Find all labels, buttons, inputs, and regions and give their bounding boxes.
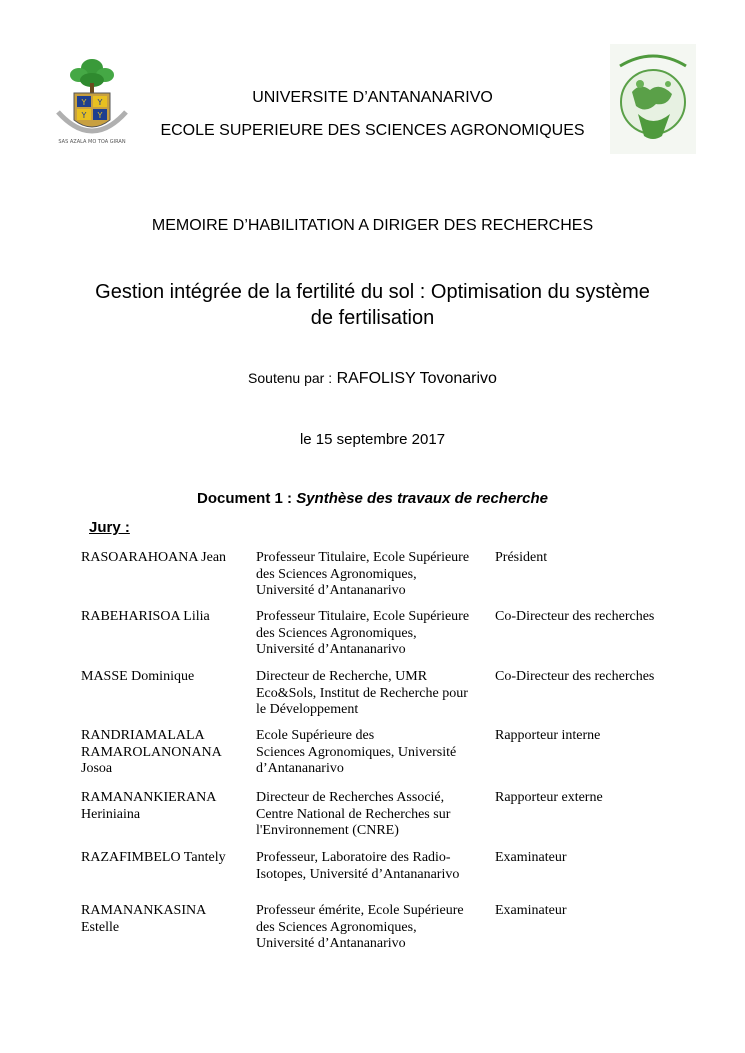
- jury-member-affiliation-line: Professeur émérite, Ecole Supérieure: [256, 903, 464, 918]
- jury-member-affiliation-line: des Sciences Agronomiques,: [256, 566, 417, 582]
- document-label: [0, 490, 745, 507]
- jury-member-name: [81, 609, 249, 626]
- jury-member-affiliation-line: d’Antananarivo: [256, 761, 344, 776]
- jury-member-affiliation-line: le Développement: [256, 702, 359, 717]
- memoire-heading: MEMOIRE D’HABILITATION A DIRIGER DES RECHERCHES: [151, 217, 594, 234]
- jury-member-name: [81, 903, 249, 936]
- jury-member-name: [81, 728, 249, 778]
- jury-member-name-line: Heriniaina: [81, 806, 141, 822]
- jury-member-name-line: RAMANANKIERANA: [81, 790, 217, 805]
- jury-member-affiliation-line: Directeur de Recherche, UMR: [256, 669, 428, 684]
- jury-member-affiliation-line: Eco&Sols, Institut de Recherche pour: [256, 685, 468, 701]
- jury-member-affiliation: [256, 669, 484, 719]
- jury-member-name-line: Josoa: [81, 761, 113, 776]
- thesis-title: [0, 279, 745, 331]
- jury-member-name: [81, 669, 249, 686]
- jury-member-affiliation-line: Université d’Antananarivo: [256, 583, 406, 598]
- jury-member-role: Co-Directeur des recherches: [495, 609, 655, 624]
- school-name: ECOLE SUPERIEURE DES SCIENCES AGRONOMIQUES: [160, 122, 585, 139]
- university-name: UNIVERSITE D’ANTANANARIVO: [252, 89, 493, 106]
- jury-member-affiliation-line: Centre National de Recherches sur: [256, 806, 451, 822]
- jury-member-affiliation-line: Directeur de Recherches Associé,: [256, 790, 445, 805]
- defended-by-label: Soutenu par :: [248, 370, 333, 386]
- jury-member-role: Co-Directeur des recherches: [495, 669, 655, 684]
- svg-text:Y: Y: [81, 111, 87, 120]
- svg-text:Y: Y: [97, 98, 103, 107]
- jury-member-affiliation-line: Professeur Titulaire, Ecole Supérieure: [256, 609, 470, 624]
- jury-member-affiliation-line: Professeur Titulaire, Ecole Supérieure: [256, 550, 470, 565]
- jury-member-name-line: RAMAROLANONANA: [81, 744, 222, 760]
- document-number: Document 1 :: [197, 490, 293, 507]
- jury-member-affiliation-line: Isotopes, Université d’Antananarivo: [256, 866, 460, 882]
- jury-member-affiliation-line: Professeur, Laboratoire des Radio-: [256, 850, 451, 865]
- jury-member-affiliation-line: l'Environnement (CNRE): [256, 823, 399, 838]
- jury-member-affiliation: [256, 850, 484, 883]
- jury-member-role: Rapporteur externe: [495, 790, 603, 805]
- jury-member-affiliation-line: Sciences Agronomiques, Université: [256, 744, 457, 760]
- jury-member-name: [81, 850, 249, 867]
- jury-member-affiliation-line: Université d’Antananarivo: [256, 936, 406, 951]
- defended-by: [0, 370, 745, 388]
- jury-member-role: Examinateur: [495, 850, 567, 865]
- jury-member-affiliation-line: Université d’Antananarivo: [256, 642, 406, 657]
- jury-member-affiliation-line: des Sciences Agronomiques,: [256, 919, 417, 935]
- jury-member-name-line: Estelle: [81, 919, 120, 935]
- jury-member-affiliation-line: des Sciences Agronomiques,: [256, 625, 417, 641]
- jury-member-name-line: RANDRIAMALALA: [81, 728, 205, 743]
- defended-by-name: RAFOLISY Tovonarivo: [336, 370, 497, 387]
- jury-member-name: [81, 550, 249, 567]
- jury-member-role: Examinateur: [495, 903, 567, 918]
- document-subtitle: Synthèse des travaux de recherche: [296, 490, 548, 507]
- thesis-title-line2: de fertilisation: [310, 307, 435, 329]
- jury-member-name-line: RASOARAHOANA Jean: [81, 550, 227, 565]
- jury-member-name-line: RAMANANKASINA: [81, 903, 207, 918]
- svg-text:Y: Y: [97, 111, 103, 120]
- jury-member-name-line: MASSE Dominique: [81, 669, 195, 684]
- jury-member-affiliation: [256, 609, 484, 659]
- jury-member-affiliation: [256, 790, 484, 840]
- svg-text:SAS AZALA MO TOA GIRAN: SAS AZALA MO TOA GIRAN: [58, 139, 126, 145]
- jury-member-role: Rapporteur interne: [495, 728, 601, 743]
- jury-member-affiliation: [256, 903, 484, 953]
- svg-text:Y: Y: [81, 98, 87, 107]
- jury-member-affiliation: [256, 728, 484, 778]
- jury-member-affiliation-line: Ecole Supérieure des: [256, 728, 375, 743]
- jury-member-name-line: RABEHARISOA Lilia: [81, 609, 210, 624]
- jury-member-name: [81, 790, 249, 823]
- jury-member-affiliation: [256, 550, 484, 600]
- jury-heading: Jury :: [89, 519, 130, 536]
- thesis-title-line1: Gestion intégrée de la fertilité du sol : Optimisation du système: [95, 281, 650, 303]
- jury-member-name-line: RAZAFIMBELO Tantely: [81, 850, 226, 865]
- jury-member-role: Président: [495, 550, 548, 565]
- defense-date: le 15 septembre 2017: [299, 431, 446, 448]
